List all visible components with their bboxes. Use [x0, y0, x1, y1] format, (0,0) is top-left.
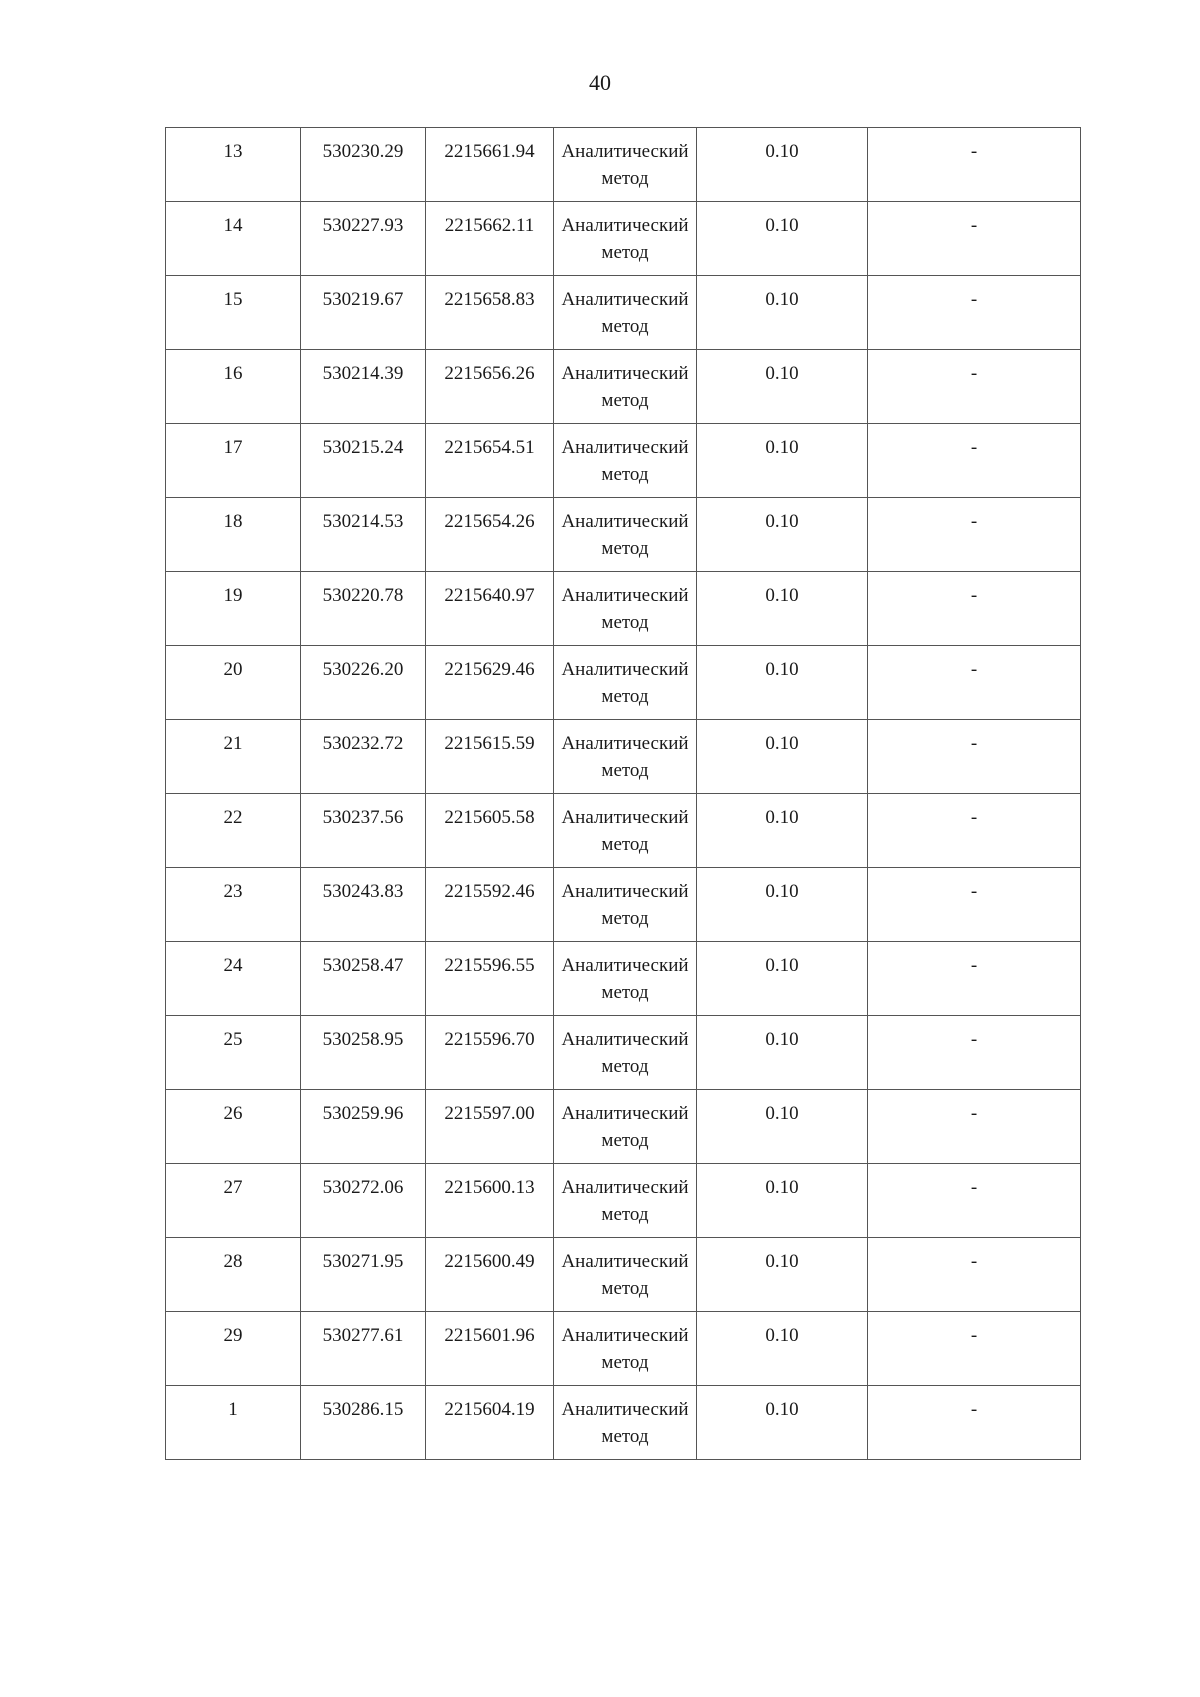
- point-number-cell: 15: [166, 276, 301, 350]
- y-coordinate-cell: 2215596.70: [426, 1016, 554, 1090]
- note-cell: -: [868, 1016, 1081, 1090]
- method-cell: Аналитический метод: [554, 1090, 697, 1164]
- y-coordinate-cell: 2215597.00: [426, 1090, 554, 1164]
- point-number-cell: 21: [166, 720, 301, 794]
- x-coordinate-cell: 530272.06: [301, 1164, 426, 1238]
- accuracy-cell: 0.10: [697, 868, 868, 942]
- note-cell: -: [868, 350, 1081, 424]
- accuracy-cell: 0.10: [697, 720, 868, 794]
- y-coordinate-cell: 2215640.97: [426, 572, 554, 646]
- y-coordinate-cell: 2215592.46: [426, 868, 554, 942]
- accuracy-cell: 0.10: [697, 128, 868, 202]
- table-row: [166, 1164, 1081, 1238]
- table-row: [166, 646, 1081, 720]
- point-number-cell: 22: [166, 794, 301, 868]
- accuracy-cell: 0.10: [697, 498, 868, 572]
- point-number-cell: 16: [166, 350, 301, 424]
- y-coordinate-cell: 2215654.26: [426, 498, 554, 572]
- y-coordinate-cell: 2215615.59: [426, 720, 554, 794]
- note-cell: -: [868, 424, 1081, 498]
- point-number-cell: 13: [166, 128, 301, 202]
- y-coordinate-cell: 2215658.83: [426, 276, 554, 350]
- x-coordinate-cell: 530219.67: [301, 276, 426, 350]
- table-row: [166, 942, 1081, 1016]
- y-coordinate-cell: 2215605.58: [426, 794, 554, 868]
- method-cell: Аналитический метод: [554, 350, 697, 424]
- table-row: [166, 1238, 1081, 1312]
- coordinates-table-body: [166, 128, 1081, 1460]
- accuracy-cell: 0.10: [697, 794, 868, 868]
- note-cell: -: [868, 942, 1081, 1016]
- method-cell: Аналитический метод: [554, 1238, 697, 1312]
- x-coordinate-cell: 530277.61: [301, 1312, 426, 1386]
- y-coordinate-cell: 2215661.94: [426, 128, 554, 202]
- method-cell: Аналитический метод: [554, 1386, 697, 1460]
- table-row: [166, 498, 1081, 572]
- point-number-cell: 19: [166, 572, 301, 646]
- table-row: [166, 276, 1081, 350]
- accuracy-cell: 0.10: [697, 1238, 868, 1312]
- table-row: [166, 720, 1081, 794]
- y-coordinate-cell: 2215662.11: [426, 202, 554, 276]
- method-cell: Аналитический метод: [554, 942, 697, 1016]
- note-cell: -: [868, 1386, 1081, 1460]
- point-number-cell: 25: [166, 1016, 301, 1090]
- accuracy-cell: 0.10: [697, 202, 868, 276]
- method-cell: Аналитический метод: [554, 868, 697, 942]
- x-coordinate-cell: 530227.93: [301, 202, 426, 276]
- accuracy-cell: 0.10: [697, 276, 868, 350]
- x-coordinate-cell: 530220.78: [301, 572, 426, 646]
- coordinates-table: [165, 127, 1081, 1460]
- note-cell: -: [868, 794, 1081, 868]
- x-coordinate-cell: 530271.95: [301, 1238, 426, 1312]
- method-cell: Аналитический метод: [554, 424, 697, 498]
- note-cell: -: [868, 646, 1081, 720]
- page-number: 40: [589, 70, 611, 95]
- table-row: [166, 350, 1081, 424]
- accuracy-cell: 0.10: [697, 1386, 868, 1460]
- note-cell: -: [868, 572, 1081, 646]
- table-row: [166, 1016, 1081, 1090]
- method-cell: Аналитический метод: [554, 1312, 697, 1386]
- table-row: [166, 1386, 1081, 1460]
- point-number-cell: 29: [166, 1312, 301, 1386]
- note-cell: -: [868, 1090, 1081, 1164]
- x-coordinate-cell: 530258.95: [301, 1016, 426, 1090]
- point-number-cell: 23: [166, 868, 301, 942]
- accuracy-cell: 0.10: [697, 1164, 868, 1238]
- note-cell: -: [868, 1238, 1081, 1312]
- x-coordinate-cell: 530226.20: [301, 646, 426, 720]
- accuracy-cell: 0.10: [697, 424, 868, 498]
- point-number-cell: 17: [166, 424, 301, 498]
- point-number-cell: 14: [166, 202, 301, 276]
- note-cell: -: [868, 868, 1081, 942]
- x-coordinate-cell: 530259.96: [301, 1090, 426, 1164]
- note-cell: -: [868, 1164, 1081, 1238]
- note-cell: -: [868, 202, 1081, 276]
- method-cell: Аналитический метод: [554, 128, 697, 202]
- method-cell: Аналитический метод: [554, 572, 697, 646]
- y-coordinate-cell: 2215656.26: [426, 350, 554, 424]
- note-cell: -: [868, 276, 1081, 350]
- table-row: [166, 1312, 1081, 1386]
- note-cell: -: [868, 498, 1081, 572]
- y-coordinate-cell: 2215601.96: [426, 1312, 554, 1386]
- y-coordinate-cell: 2215654.51: [426, 424, 554, 498]
- point-number-cell: 24: [166, 942, 301, 1016]
- y-coordinate-cell: 2215629.46: [426, 646, 554, 720]
- y-coordinate-cell: 2215600.13: [426, 1164, 554, 1238]
- point-number-cell: 20: [166, 646, 301, 720]
- y-coordinate-cell: 2215596.55: [426, 942, 554, 1016]
- accuracy-cell: 0.10: [697, 350, 868, 424]
- method-cell: Аналитический метод: [554, 276, 697, 350]
- x-coordinate-cell: 530286.15: [301, 1386, 426, 1460]
- note-cell: -: [868, 720, 1081, 794]
- point-number-cell: 28: [166, 1238, 301, 1312]
- x-coordinate-cell: 530214.53: [301, 498, 426, 572]
- point-number-cell: 26: [166, 1090, 301, 1164]
- x-coordinate-cell: 530232.72: [301, 720, 426, 794]
- note-cell: -: [868, 1312, 1081, 1386]
- method-cell: Аналитический метод: [554, 1164, 697, 1238]
- x-coordinate-cell: 530237.56: [301, 794, 426, 868]
- method-cell: Аналитический метод: [554, 646, 697, 720]
- table-row: [166, 868, 1081, 942]
- note-cell: -: [868, 128, 1081, 202]
- accuracy-cell: 0.10: [697, 572, 868, 646]
- accuracy-cell: 0.10: [697, 1016, 868, 1090]
- method-cell: Аналитический метод: [554, 1016, 697, 1090]
- y-coordinate-cell: 2215604.19: [426, 1386, 554, 1460]
- point-number-cell: 18: [166, 498, 301, 572]
- accuracy-cell: 0.10: [697, 646, 868, 720]
- method-cell: Аналитический метод: [554, 720, 697, 794]
- y-coordinate-cell: 2215600.49: [426, 1238, 554, 1312]
- x-coordinate-cell: 530230.29: [301, 128, 426, 202]
- table-row: [166, 1090, 1081, 1164]
- table-row: [166, 202, 1081, 276]
- table-row: [166, 128, 1081, 202]
- table-row: [166, 572, 1081, 646]
- table-row: [166, 424, 1081, 498]
- x-coordinate-cell: 530243.83: [301, 868, 426, 942]
- accuracy-cell: 0.10: [697, 942, 868, 1016]
- x-coordinate-cell: 530214.39: [301, 350, 426, 424]
- table-row: [166, 794, 1081, 868]
- accuracy-cell: 0.10: [697, 1312, 868, 1386]
- x-coordinate-cell: 530258.47: [301, 942, 426, 1016]
- point-number-cell: 27: [166, 1164, 301, 1238]
- method-cell: Аналитический метод: [554, 794, 697, 868]
- accuracy-cell: 0.10: [697, 1090, 868, 1164]
- x-coordinate-cell: 530215.24: [301, 424, 426, 498]
- method-cell: Аналитический метод: [554, 202, 697, 276]
- method-cell: Аналитический метод: [554, 498, 697, 572]
- point-number-cell: 1: [166, 1386, 301, 1460]
